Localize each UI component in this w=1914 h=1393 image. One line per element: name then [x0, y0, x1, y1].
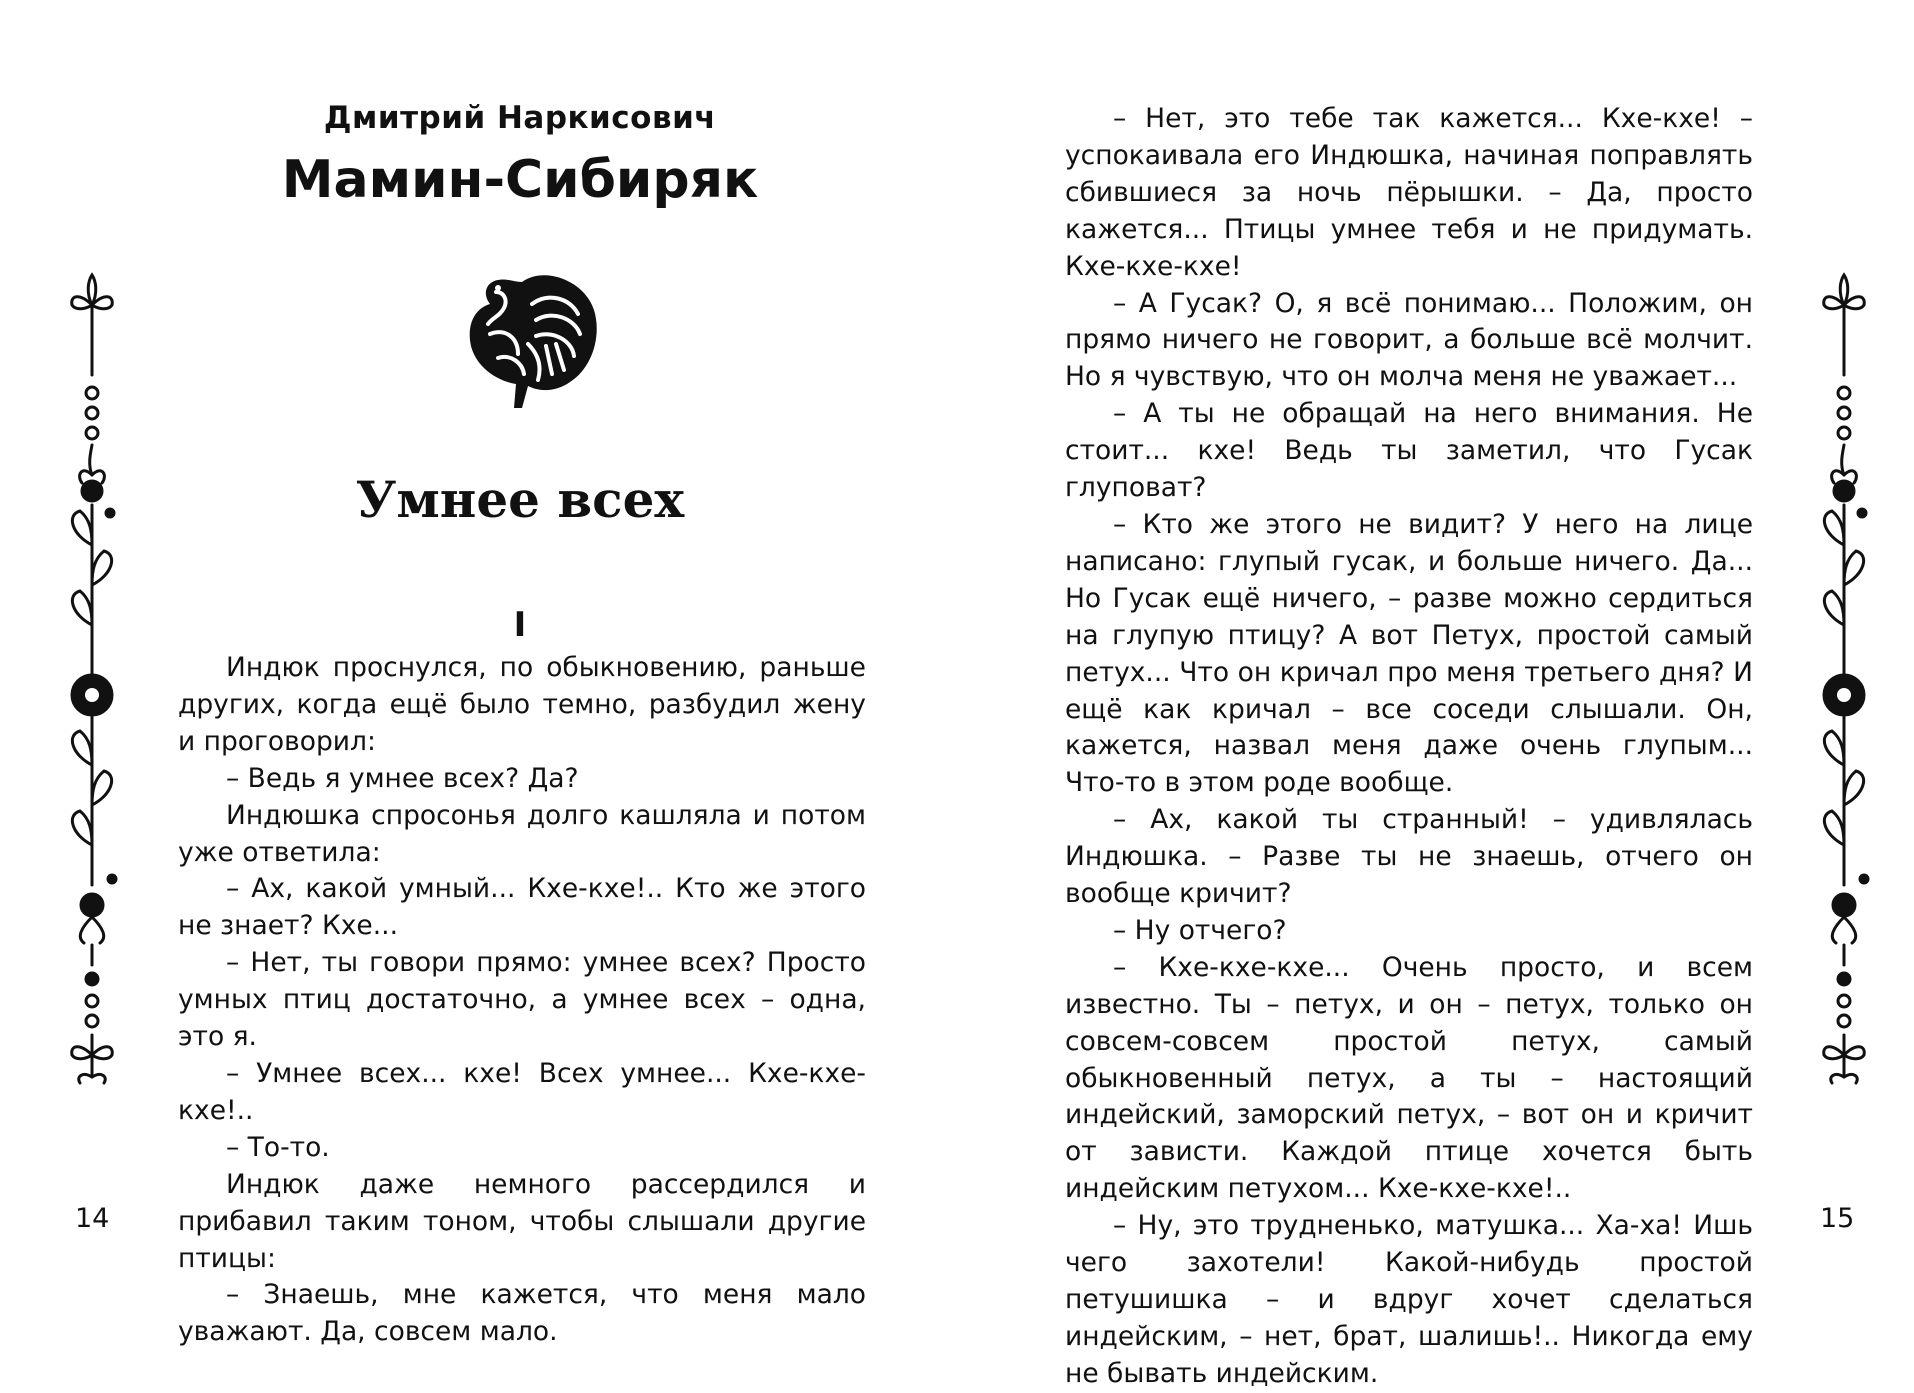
paragraph: – А ты не обращай на него внимания. Не стоит... кхе! Ведь ты заметил, что Гусак глуповат?	[1065, 398, 1753, 504]
paragraph: – Ведь я умнее всех? Да?	[226, 762, 579, 794]
paragraph: – Ну, это трудненько, матушка... Ха-ха! Ишь чего захотели! Какой-нибудь простой петушишка – и вдруг хочет сделаться индейским, – нет, брат, шалишь!.. Никогда ему не бывать индейским.	[1065, 1210, 1753, 1389]
paragraph: Индюшка спросонья долго кашляла и потом уже ответила:	[178, 799, 866, 868]
paragraph: – То-то.	[226, 1131, 330, 1163]
left-page	[0, 0, 957, 1388]
author-first-name: Дмитрий Наркисович	[323, 100, 717, 136]
paragraph: – Знаешь, мне кажется, что меня мало уважают. Да, совсем мало.	[178, 1279, 866, 1348]
turkey-icon	[452, 262, 612, 422]
floral-border-icon	[62, 265, 122, 1085]
right-page	[957, 0, 1914, 1388]
floral-border-icon	[1814, 265, 1874, 1085]
paragraph: Индюк даже немного рассердился и прибавил таким тоном, чтобы слышали другие птицы:	[178, 1168, 866, 1274]
left-body-text	[178, 650, 866, 1351]
paragraph: – А Гусак? О, я всё понимаю... Положим, он прямо ничего не говорит, а больше всё молчит. Но я чувствую, что он молча меня не уважает...	[1065, 287, 1753, 393]
story-title: Умнее всех	[355, 470, 685, 529]
paragraph: Индюк проснулся, по обыкновению, раньше других, когда ещё было темно, разбудил жену и проговорил:	[178, 652, 866, 757]
paragraph: – Ну отчего?	[1113, 914, 1287, 946]
page-number-right: 15	[1820, 1203, 1855, 1234]
paragraph: – Нет, ты говори прямо: умнее всех? Просто умных птиц достаточно, а умнее всех – одна, это я.	[178, 947, 866, 1053]
page-number-left: 14	[75, 1203, 110, 1234]
paragraph: – Кто же этого не видит? У него на лице написано: глупый гусак, и больше ничего. Да... Но Гусак ещё ничего, – разве можно сердиться на глупую птицу? А вот Петух, простой самый петух... Что он кричал про меня третьего дня? И ещё как кричал – все соседи слышали. Он, кажется, назвал меня даже очень глупым... Что-то в этом роде вообще.	[1065, 508, 1753, 799]
paragraph: – Умнее всех... кхе! Всех умнее... Кхе-кхе-кхе!..	[178, 1057, 866, 1126]
paragraph: – Кхе-кхе-кхе... Очень просто, и всем известно. Ты – петух, и он – петух, только он совсем-совсем простой петух, самый обыкновенный петух, а ты – настоящий индейский, заморский петух, – вот он и кричит от зависти. Каждой птице хочется быть индейским петухом... Кхе-кхе-кхе!..	[1065, 951, 1753, 1205]
right-body-text	[1065, 101, 1753, 1393]
author-surname: Мамин-Сибиряк	[281, 150, 759, 210]
paragraph: – Ах, какой ты странный! – удивлялась Индюшка. – Разве ты не знаешь, отчего он вообще кричит?	[1065, 804, 1753, 910]
paragraph: – Нет, это тебе так кажется... Кхе-кхе! – успокаивала его Индюшка, начиная поправлять сбившиеся за ночь пёрышки. – Да, просто кажется... Птицы умнее тебя и не придумать. Кхе-кхе-кхе!	[1065, 103, 1753, 282]
paragraph: – Ах, какой умный... Кхе-кхе!.. Кто же этого не знает? Кхе...	[178, 873, 866, 942]
chapter-number: I	[513, 605, 527, 645]
